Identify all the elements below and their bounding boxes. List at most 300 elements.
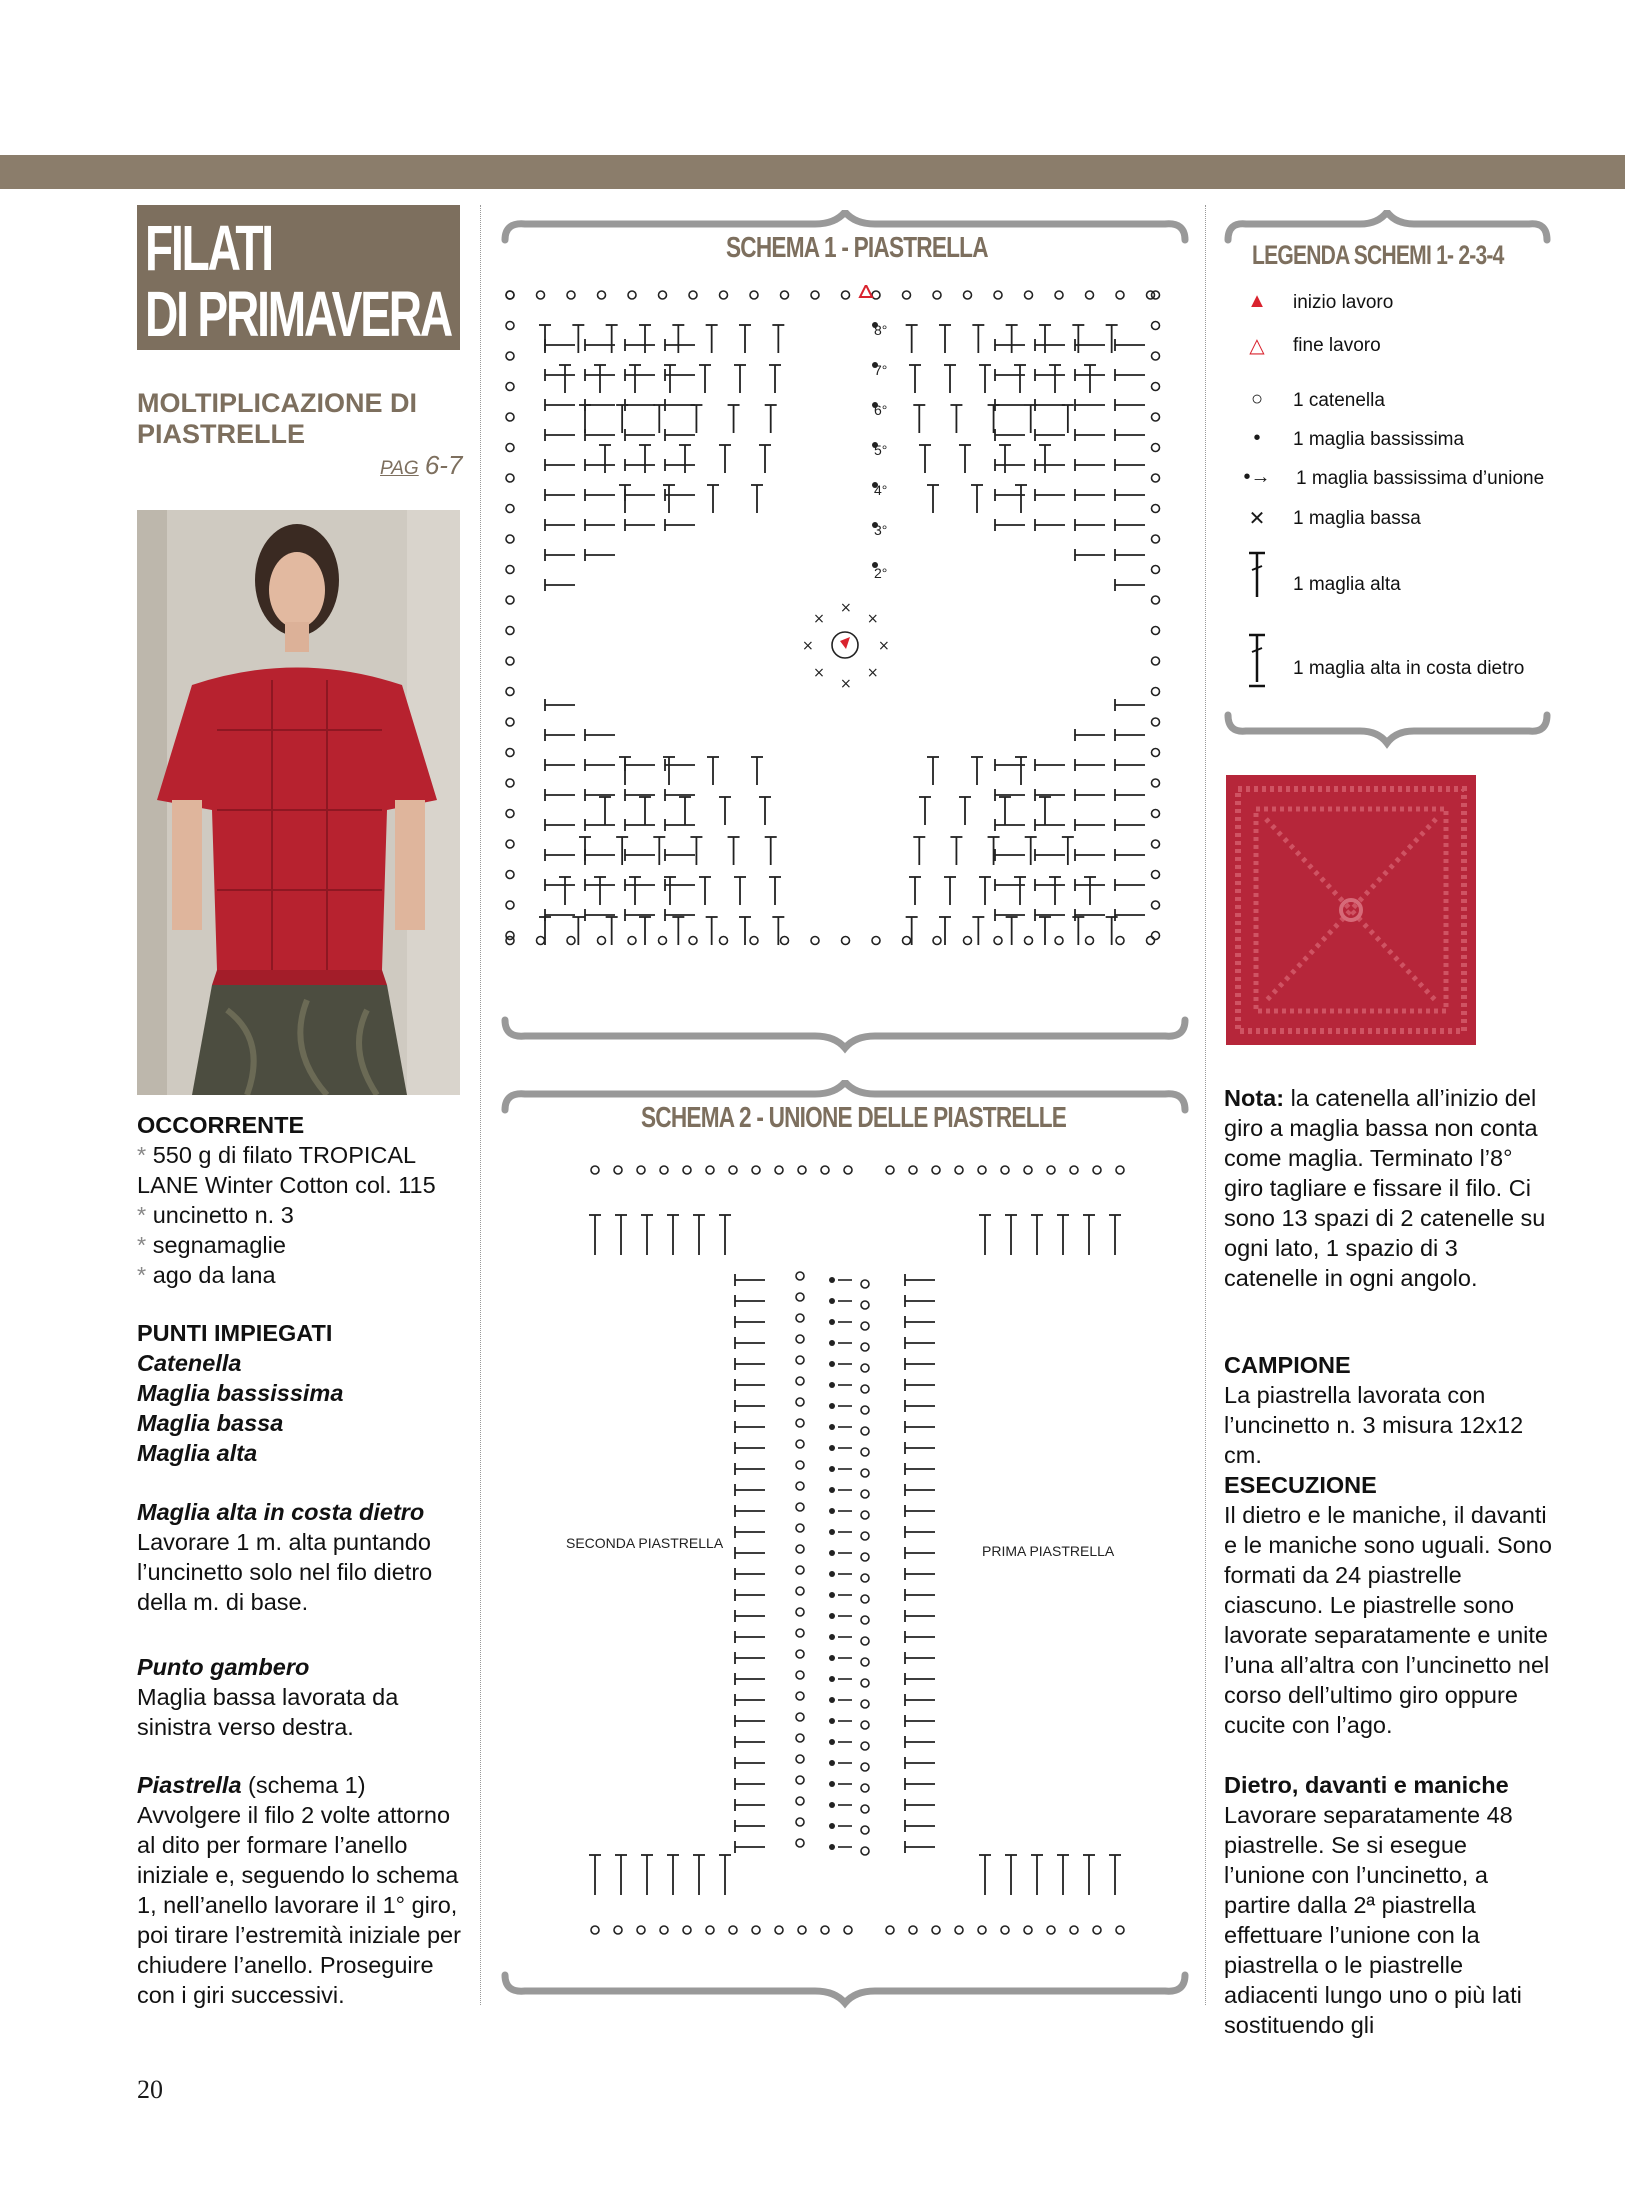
- chain-stitch-symbol: [659, 291, 667, 299]
- punto-item: Maglia bassa: [137, 1410, 284, 1436]
- join-slip-stitch-symbol: [829, 1424, 835, 1430]
- swatch-illustration: [1226, 775, 1476, 1045]
- esecuzione-text: Il dietro e le maniche, il davanti e le maniche sono uguali. Sono formati da 24 piastrelle ciascuno. Le piastrelle sono lavorate separatamente e unite l’una all’altra con l’uncinetto nel corso dell’ultimo giro oppure cucite con l’ago.: [1224, 1502, 1552, 1738]
- chain-stitch-symbol: [796, 1797, 804, 1805]
- bullet-icon: *: [137, 1232, 153, 1258]
- chain-stitch-symbol: [1152, 596, 1160, 604]
- chain-stitch-symbol: [861, 1574, 869, 1582]
- chain-stitch-symbol: [861, 1700, 869, 1708]
- column-divider: [1205, 205, 1206, 2005]
- chain-stitch-symbol: [567, 291, 575, 299]
- punto-gambero-text: Maglia bassa lavorata da sinistra verso destra.: [137, 1684, 399, 1740]
- chain-stitch-symbol: [796, 1440, 804, 1448]
- occorrente-item: * 550 g di filato TROPICAL LANE Winter Cotton col. 115: [137, 1142, 436, 1198]
- chain-stitch-symbol: [796, 1671, 804, 1679]
- chain-stitch-symbol: [796, 1503, 804, 1511]
- chain-stitch-symbol: [628, 291, 636, 299]
- legend-label: 1 maglia bassissima d’unione: [1296, 468, 1545, 489]
- piastrella-text: Avvolgere il filo 2 volte attorno al dito per formare l’anello iniziale e, seguendo lo schema 1, nell’anello lavorare il 1° giro, poi tirare l’estremità iniziale per chiudere l’anello. Proseguire con i giri successivi.: [137, 1802, 461, 2008]
- chain-stitch-symbol: [1152, 688, 1160, 696]
- chain-stitch-symbol: [689, 937, 697, 945]
- column-divider: [480, 205, 481, 2005]
- chain-stitch-symbol: [798, 1166, 806, 1174]
- chain-stitch-symbol: [506, 779, 514, 787]
- chain-stitch-symbol: [506, 749, 514, 757]
- maglia-costa-section: [137, 1497, 467, 1617]
- round-label: 6°: [874, 402, 888, 418]
- chain-stitch-symbol: [796, 1734, 804, 1742]
- chain-stitch-symbol: [796, 1776, 804, 1784]
- chain-stitch-symbol: [798, 1926, 806, 1934]
- cross-icon: ✕: [1248, 508, 1266, 530]
- chain-stitch-symbol: [1086, 291, 1094, 299]
- join-slip-stitch-symbol: [829, 1613, 835, 1619]
- single-crochet-symbol: ×: [840, 600, 852, 616]
- join-slip-stitch-symbol: [829, 1382, 835, 1388]
- chain-stitch-symbol: [752, 1166, 760, 1174]
- join-slip-stitch-symbol: [829, 1319, 835, 1325]
- chain-stitch-symbol: [903, 937, 911, 945]
- punti-heading: PUNTI IMPIEGATI: [137, 1320, 333, 1346]
- chain-stitch-symbol: [689, 291, 697, 299]
- chain-stitch-symbol: [537, 291, 545, 299]
- round-label: 3°: [874, 522, 888, 538]
- chain-stitch-symbol: [933, 937, 941, 945]
- schema1-title: SCHEMA 1 - PIASTRELLA: [726, 232, 988, 264]
- chain-stitch-symbol: [506, 566, 514, 574]
- chain-stitch-symbol: [1093, 1926, 1101, 1934]
- chain-stitch-symbol: [796, 1713, 804, 1721]
- bullet-icon: *: [137, 1142, 153, 1168]
- chain-stitch-symbol: [506, 535, 514, 543]
- chain-stitch-symbol: [683, 1926, 691, 1934]
- chain-stitch-symbol: [861, 1742, 869, 1750]
- chain-stitch-symbol: [591, 1166, 599, 1174]
- chain-stitch-symbol: [614, 1166, 622, 1174]
- chain-stitch-symbol: [1147, 937, 1155, 945]
- end-marker-icon: [860, 285, 872, 297]
- chain-stitch-symbol: [861, 1637, 869, 1645]
- chain-stitch-symbol: [861, 1532, 869, 1540]
- chain-stitch-symbol: [821, 1166, 829, 1174]
- join-slip-stitch-symbol: [829, 1802, 835, 1808]
- chain-stitch-symbol: [796, 1461, 804, 1469]
- chain-stitch-symbol: [796, 1482, 804, 1490]
- chain-stitch-symbol: [861, 1301, 869, 1309]
- chain-stitch-symbol: [506, 291, 514, 299]
- dietro-section: [1224, 1770, 1554, 2040]
- chain-stitch-symbol: [1152, 840, 1160, 848]
- chain-stitch-symbol: [861, 1490, 869, 1498]
- chain-stitch-symbol: [994, 291, 1002, 299]
- chain-stitch-symbol: [591, 1926, 599, 1934]
- chain-stitch-symbol: [932, 1166, 940, 1174]
- chain-stitch-symbol: [1047, 1926, 1055, 1934]
- chain-stitch-symbol: [506, 505, 514, 513]
- open-circle-icon: ○: [1250, 388, 1264, 410]
- join-slip-stitch-symbol: [829, 1634, 835, 1640]
- chain-stitch-symbol: [1070, 1166, 1078, 1174]
- campione-section: [1224, 1350, 1554, 1470]
- top-bar: [0, 155, 1625, 189]
- occorrente-item: * segnamaglie: [137, 1232, 286, 1258]
- join-slip-stitch-symbol: [829, 1697, 835, 1703]
- chain-stitch-symbol: [932, 1926, 940, 1934]
- punto-item: Maglia bassissima: [137, 1380, 344, 1406]
- campione-heading: CAMPIONE: [1224, 1352, 1351, 1378]
- chain-stitch-symbol: [1055, 291, 1063, 299]
- chain-stitch-symbol: [796, 1419, 804, 1427]
- chain-stitch-symbol: [842, 291, 850, 299]
- chain-stitch-symbol: [506, 810, 514, 818]
- round-label: 4°: [874, 482, 888, 498]
- chain-stitch-symbol: [506, 840, 514, 848]
- legend-label: 1 maglia alta: [1293, 574, 1401, 595]
- punto-gambero-section: [137, 1652, 467, 1742]
- esecuzione-heading: ESECUZIONE: [1224, 1472, 1377, 1498]
- join-slip-stitch-symbol: [829, 1466, 835, 1472]
- chain-stitch-symbol: [637, 1926, 645, 1934]
- chain-stitch-symbol: [909, 1166, 917, 1174]
- legend-title: LEGENDA SCHEMI 1- 2-3-4: [1252, 240, 1504, 270]
- single-crochet-symbol: ×: [813, 664, 825, 681]
- chain-stitch-symbol: [1152, 322, 1160, 330]
- chain-stitch-symbol: [637, 1166, 645, 1174]
- chain-stitch-symbol: [909, 1926, 917, 1934]
- chain-stitch-symbol: [811, 291, 819, 299]
- chain-stitch-symbol: [903, 291, 911, 299]
- punto-item: Catenella: [137, 1350, 242, 1376]
- chain-stitch-symbol: [796, 1692, 804, 1700]
- chain-stitch-symbol: [1152, 505, 1160, 513]
- chain-stitch-symbol: [796, 1587, 804, 1595]
- model-photo: [137, 510, 460, 1095]
- chain-stitch-symbol: [861, 1763, 869, 1771]
- occorrente-item: * uncinetto n. 3: [137, 1202, 294, 1228]
- join-slip-stitch-symbol: [829, 1571, 835, 1577]
- chain-stitch-symbol: [842, 937, 850, 945]
- chain-stitch-symbol: [1025, 937, 1033, 945]
- single-crochet-symbol: ×: [878, 638, 890, 654]
- chain-stitch-symbol: [861, 1469, 869, 1477]
- single-crochet-symbol: ×: [802, 638, 814, 654]
- chain-stitch-symbol: [796, 1293, 804, 1301]
- chain-stitch-symbol: [861, 1385, 869, 1393]
- maglia-costa-heading: Maglia alta in costa dietro: [137, 1499, 425, 1525]
- chain-stitch-symbol: [1025, 291, 1033, 299]
- nota-heading: Nota:: [1224, 1085, 1285, 1111]
- nota-section: [1224, 1083, 1554, 1293]
- occorrente-heading: OCCORRENTE: [137, 1112, 305, 1138]
- schema2-title: SCHEMA 2 - UNIONE DELLE PIASTRELLE: [641, 1102, 1067, 1134]
- chain-stitch-symbol: [506, 932, 514, 940]
- chain-stitch-symbol: [861, 1721, 869, 1729]
- chain-stitch-symbol: [861, 1280, 869, 1288]
- page-ref-label: PAG: [380, 458, 419, 479]
- chain-stitch-symbol: [955, 1166, 963, 1174]
- bullet-icon: *: [137, 1262, 153, 1288]
- chain-stitch-symbol: [861, 1826, 869, 1834]
- page-reference: [380, 450, 462, 481]
- dietro-text: Lavorare separatamente 48 piastrelle. Se si esegue l’unione con l’uncinetto, a partire dalla 2ª piastrella effettuare l’unione con la piastrella o le piastrelle adiacenti lungo uno o più lati sostituendo gli: [1224, 1802, 1522, 2038]
- chain-stitch-symbol: [1152, 627, 1160, 635]
- chain-stitch-symbol: [861, 1784, 869, 1792]
- piastrella-heading-suffix: (schema 1): [248, 1772, 366, 1798]
- chain-stitch-symbol: [978, 1166, 986, 1174]
- single-crochet-symbol: ×: [866, 664, 879, 681]
- chain-stitch-symbol: [1152, 901, 1160, 909]
- chain-stitch-symbol: [1152, 871, 1160, 879]
- chain-stitch-symbol: [861, 1448, 869, 1456]
- chain-stitch-symbol: [796, 1524, 804, 1532]
- round-label: 2°: [874, 565, 888, 581]
- round-label: 8°: [874, 322, 888, 338]
- chain-stitch-symbol: [861, 1511, 869, 1519]
- dot-icon: •: [1253, 427, 1261, 449]
- chain-stitch-symbol: [506, 657, 514, 665]
- legend-label: 1 maglia bassa: [1293, 508, 1421, 529]
- chain-stitch-symbol: [781, 937, 789, 945]
- chain-stitch-symbol: [811, 937, 819, 945]
- campione-text: La piastrella lavorata con l’uncinetto n. 3 misura 12x12 cm.: [1224, 1382, 1524, 1468]
- chain-stitch-symbol: [706, 1926, 714, 1934]
- chain-stitch-symbol: [1086, 937, 1094, 945]
- chain-stitch-symbol: [861, 1364, 869, 1372]
- chain-stitch-symbol: [796, 1608, 804, 1616]
- join-slip-stitch-symbol: [829, 1739, 835, 1745]
- join-slip-stitch-symbol: [829, 1361, 835, 1367]
- chain-stitch-symbol: [796, 1755, 804, 1763]
- chain-stitch-symbol: [506, 688, 514, 696]
- join-slip-stitch-symbol: [829, 1277, 835, 1283]
- legend-label: 1 maglia alta in costa dietro: [1293, 658, 1525, 679]
- chain-stitch-symbol: [796, 1272, 804, 1280]
- chain-stitch-symbol: [750, 937, 758, 945]
- chain-stitch-symbol: [1001, 1926, 1009, 1934]
- chain-stitch-symbol: [628, 937, 636, 945]
- chain-stitch-symbol: [660, 1926, 668, 1934]
- chain-stitch-symbol: [861, 1679, 869, 1687]
- chain-stitch-symbol: [821, 1926, 829, 1934]
- chain-stitch-symbol: [1152, 657, 1160, 665]
- chain-stitch-symbol: [775, 1926, 783, 1934]
- chain-stitch-symbol: [861, 1616, 869, 1624]
- double-crochet-icon: [1245, 550, 1269, 600]
- chain-stitch-symbol: [750, 291, 758, 299]
- legend-label: inizio lavoro: [1293, 292, 1394, 313]
- chain-stitch-symbol: [775, 1166, 783, 1174]
- chain-stitch-symbol: [706, 1166, 714, 1174]
- chain-stitch-symbol: [720, 291, 728, 299]
- chain-stitch-symbol: [1093, 1166, 1101, 1174]
- model-photo-illustration: [137, 510, 460, 1095]
- first-tile-label: PRIMA PIASTRELLA: [982, 1543, 1115, 1559]
- chain-stitch-symbol: [861, 1553, 869, 1561]
- chain-stitch-symbol: [796, 1650, 804, 1658]
- chain-stitch-symbol: [861, 1658, 869, 1666]
- start-marker-icon: [840, 637, 850, 649]
- chain-stitch-symbol: [844, 1166, 852, 1174]
- chain-stitch-symbol: [872, 937, 880, 945]
- chain-stitch-symbol: [886, 1166, 894, 1174]
- chain-stitch-symbol: [1152, 779, 1160, 787]
- chain-stitch-symbol: [720, 937, 728, 945]
- swatch-photo: [1226, 775, 1476, 1045]
- chain-stitch-symbol: [796, 1839, 804, 1847]
- chain-stitch-symbol: [1055, 937, 1063, 945]
- join-slip-stitch-symbol: [829, 1550, 835, 1556]
- chain-stitch-symbol: [1152, 810, 1160, 818]
- chain-stitch-symbol: [729, 1166, 737, 1174]
- chain-stitch-symbol: [506, 383, 514, 391]
- chain-stitch-symbol: [506, 596, 514, 604]
- chain-stitch-symbol: [844, 1926, 852, 1934]
- join-slip-stitch-symbol: [829, 1718, 835, 1724]
- chain-stitch-symbol: [886, 1926, 894, 1934]
- chain-stitch-symbol: [1116, 1166, 1124, 1174]
- chain-stitch-symbol: [796, 1314, 804, 1322]
- chain-stitch-symbol: [955, 1926, 963, 1934]
- chain-stitch-symbol: [1152, 932, 1160, 940]
- chain-stitch-symbol: [796, 1398, 804, 1406]
- second-tile-label: SECONDA PIASTRELLA: [566, 1535, 724, 1551]
- round-label: 7°: [874, 362, 888, 378]
- chain-stitch-symbol: [506, 413, 514, 421]
- section-title-line2: DI PRIMAVERA: [145, 278, 452, 350]
- section-title-line1: FILATI: [145, 212, 272, 284]
- chain-stitch-symbol: [861, 1595, 869, 1603]
- bullet-icon: *: [137, 1202, 153, 1228]
- single-crochet-symbol: ×: [866, 611, 879, 628]
- section-title-box: [137, 205, 460, 350]
- outline-triangle-icon: △: [1249, 335, 1265, 357]
- chain-stitch-symbol: [660, 1166, 668, 1174]
- join-slip-stitch-symbol: [829, 1760, 835, 1766]
- join-slip-stitch-symbol: [829, 1508, 835, 1514]
- chain-stitch-symbol: [752, 1926, 760, 1934]
- chain-stitch-symbol: [683, 1166, 691, 1174]
- chain-stitch-symbol: [796, 1335, 804, 1343]
- chain-stitch-symbol: [1001, 1166, 1009, 1174]
- chain-stitch-symbol: [1024, 1166, 1032, 1174]
- single-crochet-symbol: ×: [840, 676, 852, 692]
- chain-stitch-symbol: [506, 474, 514, 482]
- chain-stitch-symbol: [1116, 291, 1124, 299]
- chain-stitch-symbol: [1152, 718, 1160, 726]
- chain-stitch-symbol: [796, 1545, 804, 1553]
- chain-stitch-symbol: [506, 352, 514, 360]
- chain-stitch-symbol: [537, 937, 545, 945]
- join-slip-stitch-symbol: [829, 1340, 835, 1346]
- chain-stitch-symbol: [1152, 413, 1160, 421]
- chain-stitch-symbol: [796, 1377, 804, 1385]
- legend-label: fine lavoro: [1293, 335, 1381, 356]
- single-crochet-symbol: ×: [813, 611, 825, 628]
- chain-stitch-symbol: [1152, 474, 1160, 482]
- punto-gambero-heading: Punto gambero: [137, 1654, 310, 1680]
- join-slip-stitch-symbol: [829, 1781, 835, 1787]
- chain-stitch-symbol: [964, 291, 972, 299]
- chain-stitch-symbol: [1024, 1926, 1032, 1934]
- chain-stitch-symbol: [994, 937, 1002, 945]
- join-slip-stitch-symbol: [829, 1445, 835, 1451]
- piastrella-heading: Piastrella: [137, 1772, 242, 1798]
- chain-stitch-symbol: [506, 627, 514, 635]
- join-slip-stitch-symbol: [829, 1529, 835, 1535]
- chain-stitch-symbol: [1152, 749, 1160, 757]
- chain-stitch-symbol: [506, 901, 514, 909]
- chain-stitch-symbol: [506, 718, 514, 726]
- article-subtitle: MOLTIPLICAZIONE DI PIASTRELLE: [137, 388, 417, 449]
- chain-stitch-symbol: [796, 1818, 804, 1826]
- chain-stitch-symbol: [1152, 383, 1160, 391]
- dietro-heading: Dietro, davanti e maniche: [1224, 1772, 1509, 1798]
- chain-stitch-symbol: [964, 937, 972, 945]
- chain-stitch-symbol: [1152, 444, 1160, 452]
- filled-triangle-icon: ▲: [1247, 290, 1267, 312]
- occorrente-item: * ago da lana: [137, 1262, 276, 1288]
- chain-stitch-symbol: [1116, 1926, 1124, 1934]
- join-slip-stitch-symbol: [829, 1823, 835, 1829]
- chain-stitch-symbol: [861, 1406, 869, 1414]
- chain-stitch-symbol: [861, 1805, 869, 1813]
- chain-stitch-symbol: [933, 291, 941, 299]
- chain-stitch-symbol: [598, 937, 606, 945]
- chain-stitch-symbol: [796, 1356, 804, 1364]
- chain-stitch-symbol: [1147, 291, 1155, 299]
- schema1-diagram: [500, 285, 1190, 1005]
- dot-arrow-icon: •→: [1243, 466, 1271, 488]
- chain-stitch-symbol: [861, 1343, 869, 1351]
- page-number: 20: [137, 2075, 163, 2104]
- double-crochet-back-loop-icon: [1245, 632, 1269, 690]
- join-slip-stitch-symbol: [829, 1655, 835, 1661]
- page-ref-pages: 6-7: [424, 450, 463, 480]
- chain-stitch-symbol: [1152, 352, 1160, 360]
- chain-stitch-symbol: [1152, 535, 1160, 543]
- chain-stitch-symbol: [506, 444, 514, 452]
- chain-stitch-symbol: [614, 1926, 622, 1934]
- chain-stitch-symbol: [796, 1629, 804, 1637]
- chain-stitch-symbol: [781, 291, 789, 299]
- round-label: 5°: [874, 442, 888, 458]
- punti-section: [137, 1318, 467, 1468]
- chain-stitch-symbol: [861, 1322, 869, 1330]
- join-slip-stitch-symbol: [829, 1487, 835, 1493]
- chain-stitch-symbol: [506, 322, 514, 330]
- chain-stitch-symbol: [729, 1926, 737, 1934]
- chain-stitch-symbol: [978, 1926, 986, 1934]
- chain-stitch-symbol: [796, 1566, 804, 1574]
- chain-stitch-symbol: [1070, 1926, 1078, 1934]
- piastrella-section: [137, 1770, 467, 2010]
- chain-stitch-symbol: [598, 291, 606, 299]
- esecuzione-section: [1224, 1470, 1554, 1740]
- join-slip-stitch-symbol: [829, 1592, 835, 1598]
- maglia-costa-text: Lavorare 1 m. alta puntando l’uncinetto solo nel filo dietro della m. di base.: [137, 1529, 433, 1615]
- chain-stitch-symbol: [861, 1427, 869, 1435]
- chain-stitch-symbol: [1116, 937, 1124, 945]
- chain-stitch-symbol: [506, 871, 514, 879]
- legend-label: 1 catenella: [1293, 390, 1385, 411]
- join-slip-stitch-symbol: [829, 1676, 835, 1682]
- join-slip-stitch-symbol: [829, 1403, 835, 1409]
- chain-stitch-symbol: [1152, 566, 1160, 574]
- legend-label: 1 maglia bassissima: [1293, 429, 1465, 450]
- join-slip-stitch-symbol: [829, 1844, 835, 1850]
- chain-stitch-symbol: [659, 937, 667, 945]
- chain-stitch-symbol: [567, 937, 575, 945]
